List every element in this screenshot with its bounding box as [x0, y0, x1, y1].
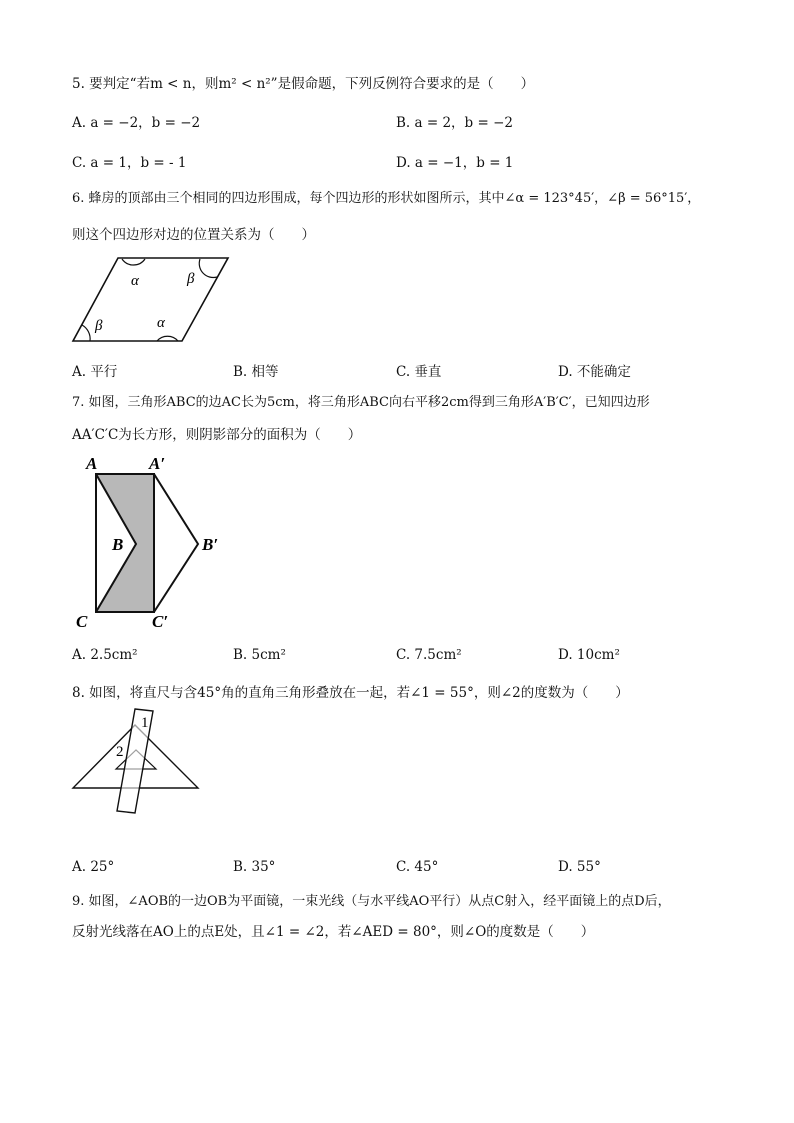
- label-alpha-bottom: α: [157, 315, 165, 331]
- question-8-stem: 8. 如图，将直尺与含45°角的直角三角形叠放在一起，若∠1 = 55°，则∠2的度数为（ ）: [72, 685, 629, 701]
- question-7-option-a[interactable]: A. 2.5cm²: [72, 647, 138, 663]
- label-beta-top: β: [187, 271, 195, 287]
- question-6-stem-line2: 则这个四边形对边的位置关系为（ ）: [72, 227, 315, 243]
- label-alpha-top: α: [131, 273, 139, 289]
- question-7-stem-line2: AA′C′C为长方形，则阴影部分的面积为（ ）: [72, 427, 362, 443]
- question-5-option-b[interactable]: B. a = 2，b = −2: [396, 115, 513, 131]
- label-b-prime: B′: [202, 535, 219, 554]
- question-5-stem: 5. 要判定“若m < n，则m² < n²”是假命题，下列反例符合要求的是（ ）: [72, 76, 535, 92]
- label-a: A: [86, 454, 98, 473]
- question-6-option-a[interactable]: A. 平行: [72, 364, 118, 380]
- angle-arc-alpha-top: [122, 259, 145, 265]
- label-b: B: [112, 535, 124, 554]
- question-7-option-c[interactable]: C. 7.5cm²: [396, 647, 462, 663]
- question-6-option-b[interactable]: B. 相等: [233, 364, 279, 380]
- question-6-stem-line1: 6. 蜂房的顶部由三个相同的四边形围成，每个四边形的形状如图所示，其中∠α = 123°45′，∠β = 56°15′，: [72, 191, 701, 206]
- question-6-option-c[interactable]: C. 垂直: [396, 364, 442, 380]
- angle-arc-beta-bottom: [82, 325, 90, 341]
- angle-arc-beta-top: [199, 259, 217, 278]
- translation-figure: [72, 452, 242, 632]
- triangle-a1b1c1: [154, 474, 198, 612]
- parallelogram-figure: [70, 255, 232, 345]
- label-angle-1: 1: [141, 715, 149, 731]
- ruler-triangle-figure: [70, 705, 202, 815]
- question-7-option-d[interactable]: D. 10cm²: [558, 647, 620, 663]
- label-angle-2: 2: [116, 744, 124, 760]
- question-7-option-b[interactable]: B. 5cm²: [233, 647, 286, 663]
- question-5-option-a[interactable]: A. a = −2，b = −2: [72, 115, 201, 131]
- question-5-option-d[interactable]: D. a = −1，b = 1: [396, 155, 514, 171]
- question-7-stem-line1: 7. 如图，三角形ABC的边AC长为5cm，将三角形ABC向右平移2cm得到三角形A′B′C′，已知四边形: [72, 395, 650, 410]
- question-9-stem-line2: 反射光线落在AO上的点E处，且∠1 = ∠2，若∠AED = 80°，则∠O的度数是（ ）: [72, 924, 595, 940]
- label-beta-bottom: β: [95, 318, 103, 334]
- label-c-prime: C′: [152, 612, 169, 631]
- shaded-region: [96, 474, 154, 612]
- question-8-option-b[interactable]: B. 35°: [233, 859, 276, 875]
- question-8-option-d[interactable]: D. 55°: [558, 859, 601, 875]
- question-6-option-d[interactable]: D. 不能确定: [558, 364, 631, 380]
- question-9-stem-line1: 9. 如图，∠AOB的一边OB为平面镜，一束光线（与水平线AO平行）从点C射入，经平面镜上的点D后，: [72, 894, 671, 909]
- label-c: C: [76, 612, 88, 631]
- question-8-option-a[interactable]: A. 25°: [72, 859, 115, 875]
- question-5-option-c[interactable]: C. a = 1，b = - 1: [72, 155, 187, 171]
- question-8-option-c[interactable]: C. 45°: [396, 859, 439, 875]
- label-a-prime: A′: [149, 454, 166, 473]
